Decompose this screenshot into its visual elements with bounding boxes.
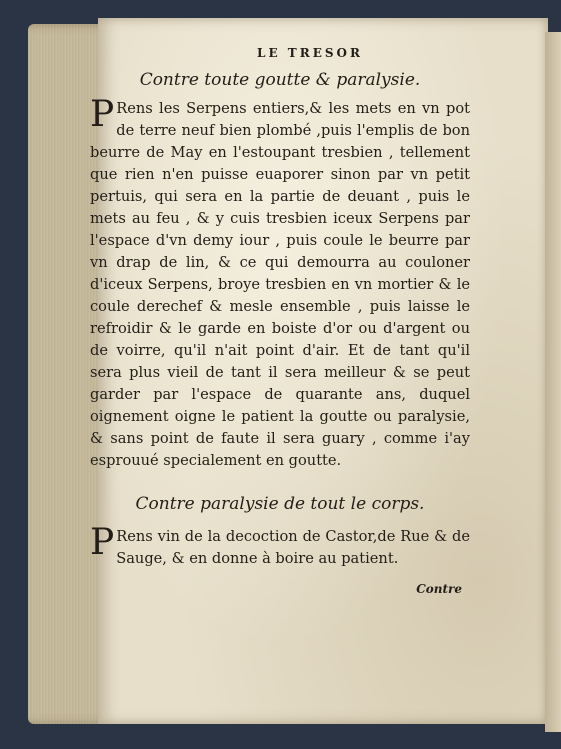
drop-cap: P xyxy=(90,94,115,135)
section-body xyxy=(90,94,470,472)
section-body-text: Rens les Serpens entiers,& les mets en vn pot de terre neuf bien plombé ,puis l'emplis de bon beurre de May en l'estoupant tresbien , tellement que rien n'en puisse euaporer sinon par vn petit pertuis, qui sera en la partie de deuant , puis le mets au feu , & y cuis tresbien iceux Serpens par l'espace d'vn demy iour , puis coule le beurre par vn drap de lin, & ce qui demourra au couloner d'iceux Serpens, broye tresbien en vn mortier & le coule derechef & mesle ensemble , puis laisse le refroidir & le garde en boiste d'or ou d'argent ou de voirre, qu'il n'ait point d'air. Et de tant qu'il sera plus vieil de tant il sera meilleur & se peut garder par l'espace de quarante ans, duquel oignement oigne le patient la goutte ou paralysie, & sans point de faute il sera guary , comme i'ay esprouué specialement en goutte. xyxy=(90,100,470,469)
page-text xyxy=(90,46,470,596)
section-body xyxy=(90,522,470,570)
catchword: Contre xyxy=(416,582,462,596)
section-title: Contre paralysie de tout le corps. xyxy=(135,494,425,514)
section-body-text: Rens vin de la decoction de Castor,de Rue & de Sauge, & en donne à boire au patient. xyxy=(116,528,470,567)
running-header: LE TRESOR xyxy=(257,46,363,60)
drop-cap: P xyxy=(90,522,115,563)
section-title: Contre toute goutte & paralysie. xyxy=(139,70,421,90)
facing-page-edge xyxy=(545,32,561,732)
